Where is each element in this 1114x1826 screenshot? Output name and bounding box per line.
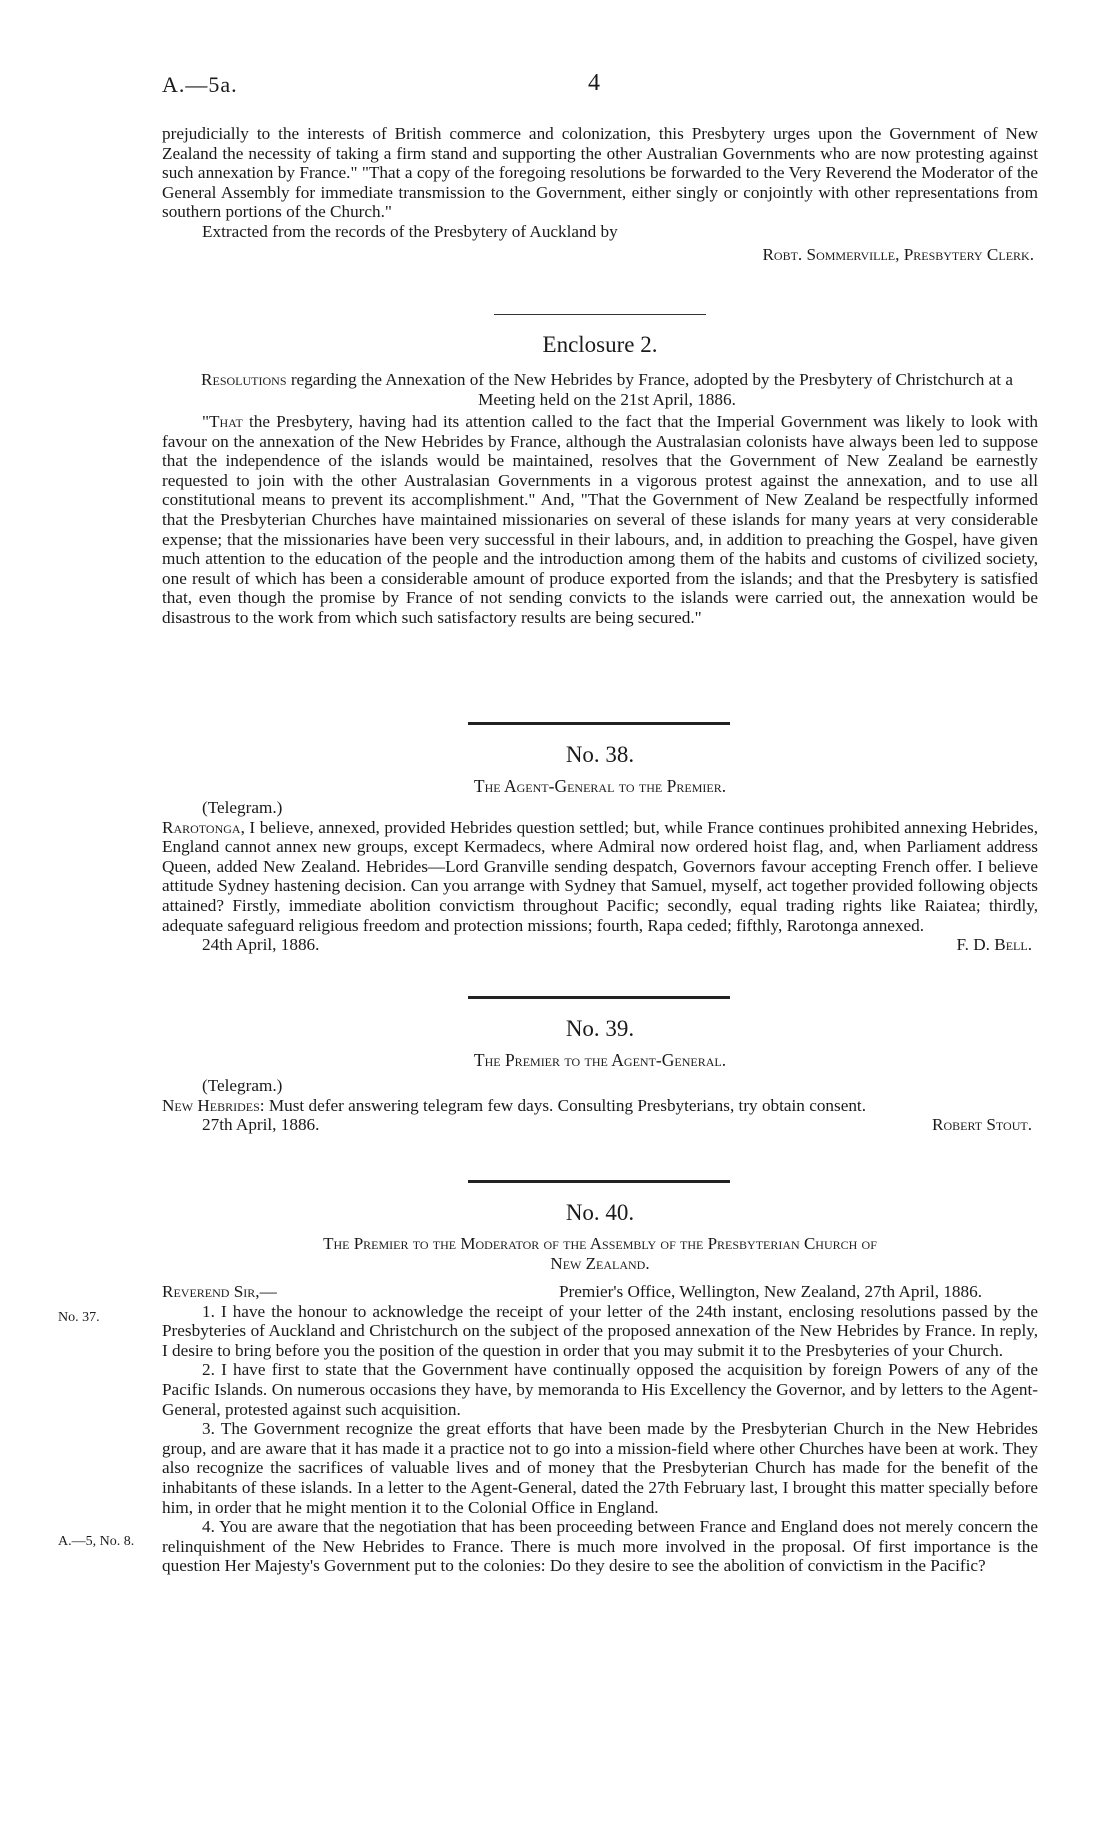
enclosure-heading-lead: Resolutions xyxy=(201,370,287,389)
no40-subhead xyxy=(162,1234,1038,1274)
no38-title: No. 38. xyxy=(565,742,635,767)
no38-body-text: , I believe, annexed, provided Hebrides question settled; but, while France continues prohibited annexing Hebrides, England cannot annex new groups, except Kermadecs, where Admiral now ordered hoist flag, and, when Parliament address Queen, added New Zealand. Hebrides—Lord Granville sending despatch, Governors favour accepting French offer. I believe attitude Sydney hastening decision. Can you arrange with Sydney that Samuel, myself, act together provided following objects attained? Firstly, immediate abolition convictism throughout Pacific; secondly, equal trading rights like Raiatea; thirdly, adequate safeguard religious freedom and protection missions; fourth, Rapa ceded; fifthly, Rarotonga annexed. xyxy=(162,817,1038,935)
no39-date: 27th April, 1886. xyxy=(202,1115,320,1135)
no39-title: No. 39. xyxy=(565,1016,635,1041)
no39-body-lead: New Hebrides xyxy=(162,1095,260,1115)
no39-body-text: : Must defer answering telegram few days. Consulting Presbyterians, try obtain consent. xyxy=(259,1095,867,1115)
top-paragraph: prejudicially to the interests of British commerce and colonization, this Presbytery urges upon the Government of New Zealand the necessity of taking a firm stand and supporting the other Australian Governments who are now protesting against such annexation by France." "That a copy of the foregoing resolutions be forwarded to the Very Reverend the Moderator of the General Assembly for immediate transmission to the Government, either singly or conjointly with other representations from southern portions of the Church." xyxy=(162,124,1038,222)
section-divider-thick xyxy=(468,996,730,999)
no40-salutation: Reverend Sir,— xyxy=(162,1282,277,1301)
enclosure-title: Enclosure 2. xyxy=(542,332,658,357)
no40-paragraph-3: 3. The Government recognize the great efforts that have been made by the Presbyterian Church in the New Hebrides group, and are aware that it has made it a practice not to go into a mission-field where other Churches have been at work. They also recognize the sacrifices of valuable lives and of money that the Presbyterian Church has made for the benefit of the inhabitants of these islands. In a letter to the Agent-General, dated the 27th February last, I brought this matter specially before him, in order that he might mention it to the Colonial Office in England. xyxy=(162,1419,1038,1517)
extract-line: Extracted from the records of the Presbytery of Auckland by xyxy=(202,221,618,241)
no40-body xyxy=(162,1282,1038,1576)
margin-note-a5-no8: A.—5, No. 8. xyxy=(58,1534,135,1549)
no39-signature: Robert Stout. xyxy=(931,1115,1032,1135)
no39-telegram-label: (Telegram.) xyxy=(202,1076,283,1095)
section-divider-thick xyxy=(468,1180,730,1183)
enclosure-body-lead: "That xyxy=(202,412,243,431)
no40-title: No. 40. xyxy=(565,1200,635,1225)
page-number: 4 xyxy=(588,70,600,96)
no40-paragraph-4: 4. You are aware that the negotiation that has been proceeding between France and England does not merely concern the relinquishment of the New Hebrides to France. There is much more involved in the proposal. Of first importance is the question Her Majesty's Government put to the colonies: Do they desire to see the abolition of convictism in the Pacific? xyxy=(162,1517,1038,1576)
enclosure-body-text: the Presbytery, having had its attention called to the fact that the Imperial Government was likely to look with favour on the annexation of the New Hebrides by France, although the Australasian colonists have always been led to suppose that the independence of the islands would be maintained, resolves that the Government of New Zealand be earnestly requested to join with the other Australasian Governments in a vigorous protest against the annexation, and to use all constitutional means to prevent its accomplishment." And, "That the Government of New Zealand be respectfully informed that the Presbyterian Churches have maintained missionaries on several of these islands for many years at very considerable expense; that the missionaries have been very successful in their labours, and, in addition to preaching the Gospel, have given much attention to the education of the people and the introduction among them of the habits and customs of civilized society, one result of which has been a considerable amount of produce exported from the islands; and that the Presbytery is satisfied that, even though the promise by France of not sending convicts to the islands were carried out, the annexation would be disastrous to the work from which such satisfactory results are being secured." xyxy=(162,412,1038,627)
enclosure-heading-text: regarding the Annexation of the New Hebrides by France, adopted by the Presbytery of Christchurch at a Meeting held on the 21st April, 1886. xyxy=(286,370,1013,409)
document-reference: A.—5a. xyxy=(162,72,238,97)
no38-signature: F. D. Bell. xyxy=(956,935,1032,955)
top-continuation-block xyxy=(162,124,1038,264)
no40-paragraph-2: 2. I have first to state that the Government have continually opposed the acquisition by foreign Powers of any of the Pacific Islands. On numerous occasions they have, by memoranda to His Excellency the Governor, and by letters to the Agent-General, protested against such acquisition. xyxy=(162,1360,1038,1419)
no39-body xyxy=(162,1076,1038,1135)
enclosure-body xyxy=(162,412,1038,628)
no38-date: 24th April, 1886. xyxy=(202,935,320,955)
section-divider xyxy=(494,314,706,315)
no40-subhead-line2: New Zealand. xyxy=(550,1254,650,1273)
no39-subhead: The Premier to the Agent-General. xyxy=(473,1050,727,1070)
enclosure-heading xyxy=(176,370,1038,409)
no38-subhead: The Agent-General to the Premier. xyxy=(473,776,727,796)
no40-subhead-line1: The Premier to the Moderator of the Assembly of the Presbyterian Church of xyxy=(323,1234,877,1253)
no38-body xyxy=(162,798,1038,955)
no38-telegram-label: (Telegram.) xyxy=(202,798,283,817)
no40-office-date: Premier's Office, Wellington, New Zealand, 27th April, 1886. xyxy=(558,1282,982,1301)
no38-body-lead: Rarotonga xyxy=(162,817,241,837)
presbytery-clerk-signature: Robt. Sommerville, Presbytery Clerk. xyxy=(762,244,1034,264)
no40-paragraph-1: 1. I have the honour to acknowledge the receipt of your letter of the 24th instant, enclosing resolutions passed by the Presbyteries of Auckland and Christchurch on the subject of the proposed annexation of the New Hebrides by France. In reply, I desire to bring before you the position of the question in order that you may submit it to the Presbyteries of your Church. xyxy=(162,1301,1038,1360)
section-divider-thick xyxy=(468,722,730,725)
margin-note-no37: No. 37. xyxy=(58,1310,100,1325)
